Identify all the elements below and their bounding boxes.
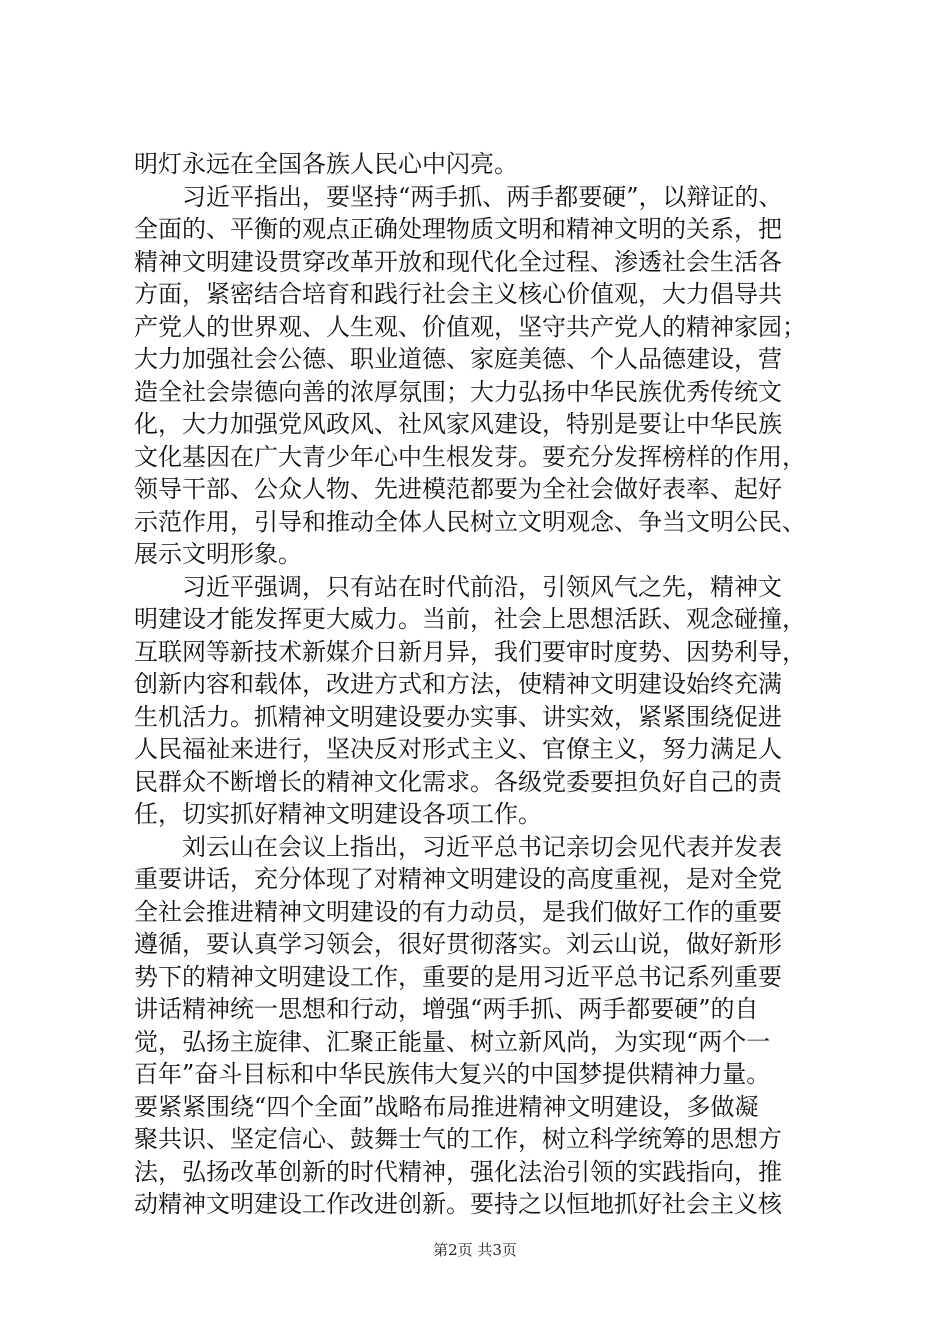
text-line: 明建设才能发挥更大威力。当前，社会上思想活跃、观念碰撞，	[134, 605, 806, 633]
text-line: 全社会推进精神文明建设的有力动员，是我们做好工作的重要	[134, 897, 782, 926]
text-line: 创新内容和载体，改进方式和方法，使精神文明建设始终充满	[134, 670, 782, 698]
text-line: 领导干部、公众人物、先进模范都要为全社会做好表率、起好	[134, 475, 782, 503]
text-line: 方面，紧密结合培育和践行社会主义核心价值观，大力倡导共	[134, 280, 782, 308]
text-line: 民群众不断增长的精神文化需求。各级党委要担负好自己的责	[134, 767, 782, 796]
text-line: 产党人的世界观、人生观、价值观，坚守共产党人的精神家园；	[134, 312, 806, 341]
text-line: 习近平强调，只有站在时代前沿，引领风气之先，精神文	[134, 572, 782, 601]
text-line: 人民福祉来进行，坚决反对形式主义、官僚主义，努力满足人	[134, 735, 782, 763]
text-line: 明灯永远在全国各族人民心中闪亮。	[134, 150, 518, 178]
text-line: 讲话精神统一思想和行动，增强“两手抓、两手都要硬”的自	[134, 995, 759, 1023]
text-line: 造全社会崇德向善的浓厚氛围；大力弘扬中华民族优秀传统文	[134, 377, 782, 406]
text-line: 势下的精神文明建设工作，重要的是用习近平总书记系列重要	[134, 962, 782, 991]
text-line: 展示文明形象。	[134, 540, 302, 568]
text-line: 化，大力加强党风政风、社风家风建设，特别是要让中华民族	[134, 410, 782, 438]
text-line: 全面的、平衡的观点正确处理物质文明和精神文明的关系，把	[134, 215, 782, 243]
text-line: 习近平指出，要坚持“两手抓、两手都要硬”，以辩证的、	[134, 182, 783, 211]
text-line: 重要讲话，充分体现了对精神文明建设的高度重视，是对全党	[134, 865, 782, 893]
text-line: 任，切实抓好精神文明建设各项工作。	[134, 800, 542, 828]
page-footer: 第2页 共3页	[433, 1241, 517, 1259]
body-text	[134, 148, 834, 1221]
text-line: 刘云山在会议上指出，习近平总书记亲切会见代表并发表	[134, 832, 782, 861]
text-line: 生机活力。抓精神文明建设要办实事、讲实效，紧紧围绕促进	[134, 702, 782, 731]
text-line: 互联网等新技术新媒介日新月异，我们要审时度势、因势利导，	[134, 637, 806, 666]
text-line: 大力加强社会公德、职业道德、家庭美德、个人品德建设，营	[134, 345, 782, 373]
text-line: 要紧紧围绕“四个全面”战略布局推进精神文明建设，多做凝	[134, 1092, 759, 1121]
text-line: 百年”奋斗目标和中华民族伟大复兴的中国梦提供精神力量。	[134, 1060, 771, 1088]
text-line: 文化基因在广大青少年心中生根发芽。要充分发挥榜样的作用，	[134, 442, 806, 471]
text-line: 法，弘扬改革创新的时代精神，强化法治引领的实践指向，推	[134, 1157, 782, 1186]
text-line: 觉，弘扬主旋律、汇聚正能量、树立新风尚，为实现“两个一	[134, 1027, 771, 1056]
text-line: 聚共识、坚定信心、鼓舞士气的工作，树立科学统筹的思想方	[134, 1125, 782, 1153]
text-line: 遵循，要认真学习领会，很好贯彻落实。刘云山说，做好新形	[134, 930, 782, 958]
text-line: 精神文明建设贯穿改革开放和现代化全过程、渗透社会生活各	[134, 247, 782, 276]
text-line: 示范作用，引导和推动全体人民树立文明观念、争当文明公民、	[134, 507, 806, 536]
text-line: 动精神文明建设工作改进创新。要持之以恒地抓好社会主义核	[134, 1190, 782, 1218]
